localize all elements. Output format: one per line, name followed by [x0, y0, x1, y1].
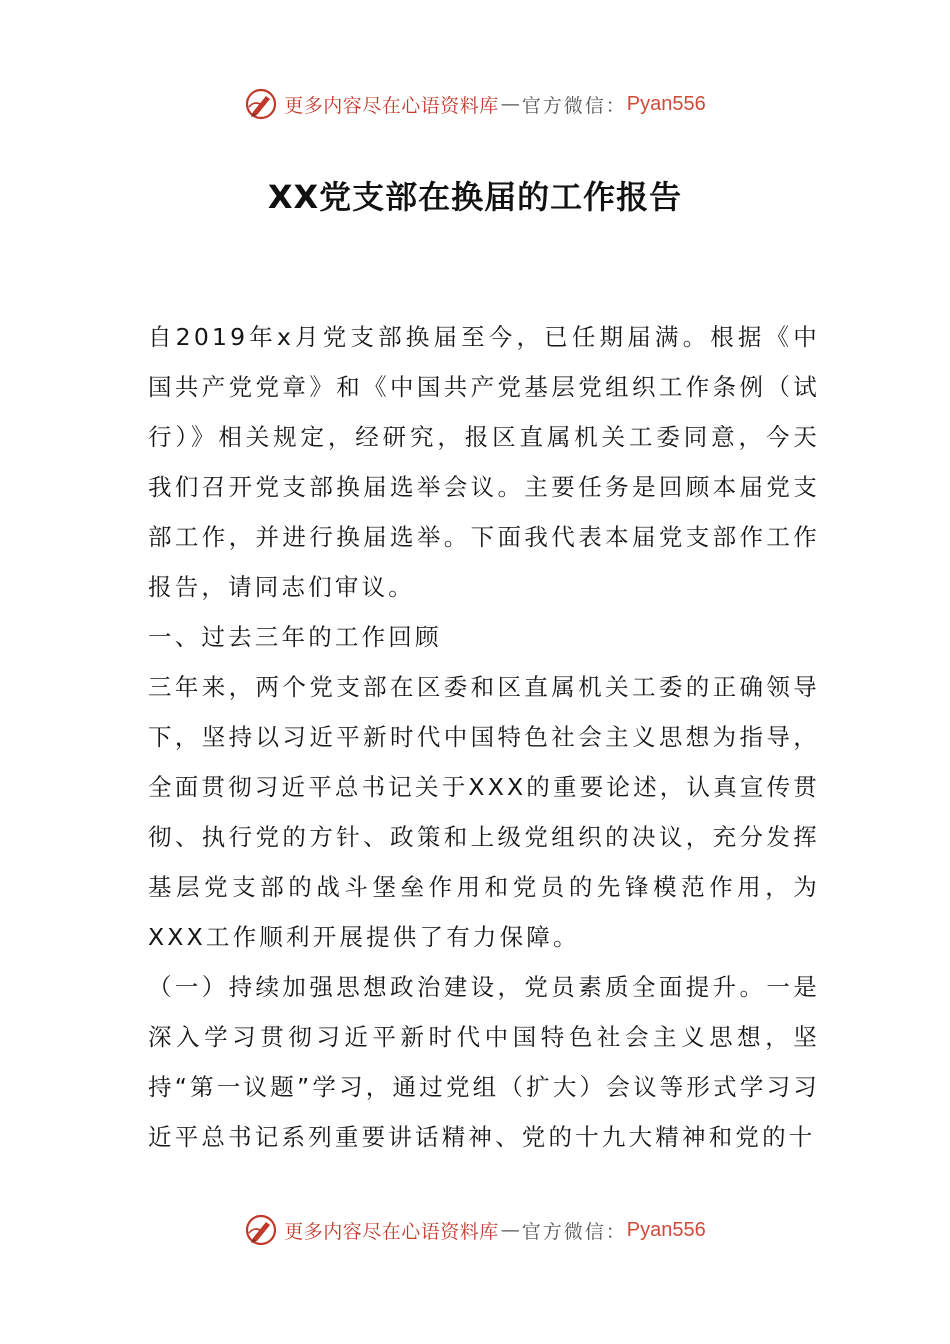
banner-wechat-label: 官方微信：	[521, 94, 627, 117]
banner-wechat-id: Pyan556	[626, 1218, 706, 1241]
footer-watermark-banner	[0, 1210, 950, 1250]
paragraph-review: 三年来，两个党支部在区委和区直属机关工委的正确领导下，坚持以习近平新时代中国特色社会主义思想为指导，全面贯彻习近平总书记关于XXX的重要论述，认真宣传贯彻、执行党的方针、政策和上级党组织的决议，充分发挥基层党支部的战斗堡垒作用和党员的先锋模范作用，为XXX工作顺利开展提供了有力保障。	[148, 673, 820, 951]
pen-logo-icon	[244, 1213, 278, 1247]
pen-logo-icon	[244, 87, 278, 121]
paragraph-intro: 自2019年x月党支部换届至今，已任期届满。根据《中国共产党党章》和《中国共产党基层党组织工作条例（试行）》相关规定，经研究，报区直属机关工委同意，今天我们召开党支部换届选举会议。主要任务是回顾本届党支部工作，并进行换届选举。下面我代表本届党支部作工作报告，请同志们审议。	[148, 323, 820, 601]
banner-dash: —	[500, 93, 520, 115]
document-body	[148, 312, 820, 1162]
header-watermark-banner	[0, 84, 950, 124]
paragraph-subsection-one: （一）持续加强思想政治建设，党员素质全面提升。一是深入学习贯彻习近平新时代中国特色社会主义思想，坚持“第一议题”学习，通过党组（扩大）会议等形式学习习近平总书记系列重要讲话精神、党的十九大精神和党的十	[148, 973, 820, 1151]
banner-site-text: 更多内容尽在心语资料库	[284, 94, 499, 117]
section-heading-review: 一、过去三年的工作回顾	[148, 623, 442, 651]
banner-site-text: 更多内容尽在心语资料库	[284, 1220, 499, 1243]
banner-wechat-label: 官方微信：	[521, 1220, 627, 1243]
banner-dash: —	[500, 1219, 520, 1241]
banner-wechat-id: Pyan556	[626, 92, 706, 115]
document-title: XX党支部在换届的工作报告	[267, 178, 683, 216]
